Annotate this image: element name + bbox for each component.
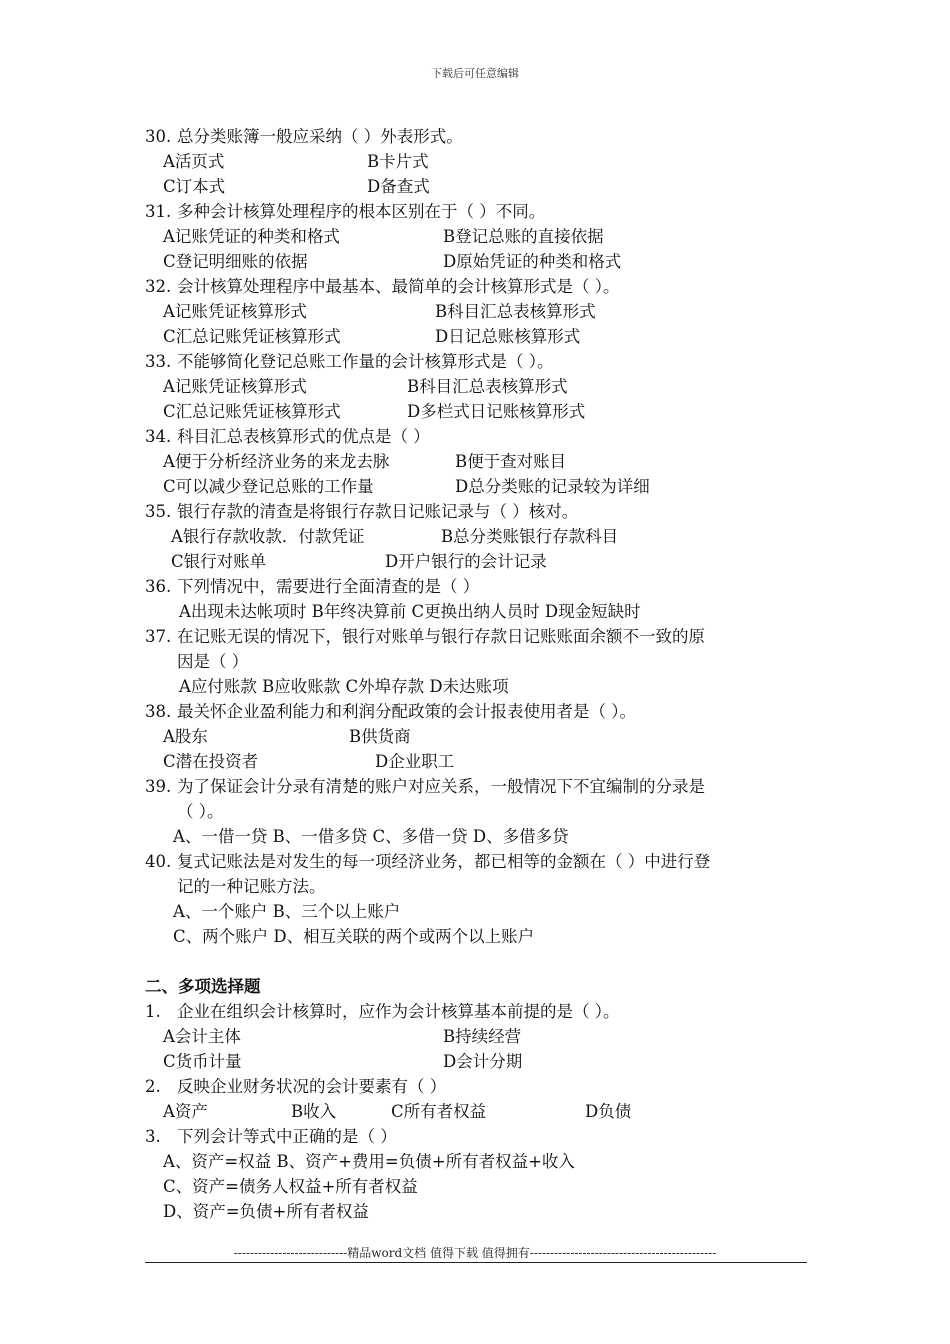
options-row <box>145 449 825 474</box>
footer-rule <box>145 1262 807 1263</box>
question-34 <box>145 424 825 449</box>
option-c: C潜在投资者 <box>163 752 259 771</box>
question-number: 32. <box>145 277 172 296</box>
option-d: D、资产=负债+所有者权益 <box>163 1202 369 1221</box>
options-row <box>145 474 825 499</box>
options-row <box>145 749 825 774</box>
option-a: A股东 <box>163 727 208 746</box>
option-a: A会计主体 <box>163 1027 241 1046</box>
option-b: B登记总账的直接依据 <box>443 227 604 246</box>
question-text: 总分类账簿一般应采纳（ ）外表形式。 <box>177 127 463 146</box>
question-text: 反映企业财务状况的会计要素有（ ） <box>177 1077 447 1096</box>
options-row <box>145 224 825 249</box>
option-b: B供货商 <box>349 727 411 746</box>
options-row <box>145 1024 825 1049</box>
options-row <box>145 1174 825 1199</box>
options-row <box>145 249 825 274</box>
option-a: A资产 <box>163 1102 208 1121</box>
options-inline: A、资产=权益 B、资产+费用=负债+所有者权益+收入 <box>163 1152 575 1171</box>
question-number: 30. <box>145 127 172 146</box>
question-37 <box>145 624 825 649</box>
question-33 <box>145 349 825 374</box>
options-row <box>145 1099 825 1124</box>
option-d: D原始凭证的种类和格式 <box>443 252 622 271</box>
question-36 <box>145 574 825 599</box>
option-a: A记账凭证核算形式 <box>163 377 307 396</box>
options-inline: A、一个账户 B、三个以上账户 <box>173 902 401 921</box>
option-b: B便于查对账目 <box>455 452 567 471</box>
options-row <box>145 299 825 324</box>
option-b: B持续经营 <box>443 1027 522 1046</box>
question-number: 35. <box>145 502 172 521</box>
multi-question-3 <box>145 1124 825 1149</box>
options-row <box>145 674 825 699</box>
question-number: 38. <box>145 702 172 721</box>
multi-question-1 <box>145 999 825 1024</box>
question-number: 39. <box>145 777 172 796</box>
question-text: 科目汇总表核算形式的优点是（ ） <box>177 427 430 446</box>
option-c: C汇总记账凭证核算形式 <box>163 327 341 346</box>
question-number: 2. <box>145 1077 161 1096</box>
option-c: C货币计量 <box>163 1052 242 1071</box>
options-row <box>145 549 825 574</box>
question-number: 31. <box>145 202 172 221</box>
options-row <box>145 824 825 849</box>
question-text: 企业在组织会计核算时，应作为会计核算基本前提的是（ ）。 <box>177 1002 620 1021</box>
options-row <box>145 899 825 924</box>
spacer <box>145 949 825 974</box>
option-b: B总分类账银行存款科目 <box>441 527 619 546</box>
question-number: 40. <box>145 852 172 871</box>
option-d: D企业职工 <box>375 752 455 771</box>
options-row <box>145 374 825 399</box>
section-title: 二、多项选择题 <box>145 977 261 996</box>
option-d: D日记总账核算形式 <box>435 327 581 346</box>
options-inline: A出现未达帐项时 B年终决算前 C更换出纳人员时 D现金短缺时 <box>179 602 641 621</box>
option-c: C所有者权益 <box>391 1102 487 1121</box>
option-c: C银行对账单 <box>171 552 267 571</box>
options-row <box>145 924 825 949</box>
options-inline: C、两个账户 D、相互关联的两个或两个以上账户 <box>173 927 535 946</box>
option-a: A便于分析经济业务的来龙去脉 <box>163 452 390 471</box>
question-number: 33. <box>145 352 172 371</box>
question-text-continued: （ ）。 <box>177 802 224 821</box>
options-inline: A、一借一贷 B、一借多贷 C、多借一贷 D、多借多贷 <box>173 827 569 846</box>
option-d: D多栏式日记账核算形式 <box>407 402 586 421</box>
question-text: 下列情况中，需要进行全面清查的是（ ） <box>177 577 480 596</box>
page-header: 下载后可任意编辑 <box>431 67 519 80</box>
question-text: 最关怀企业盈利能力和利润分配政策的会计报表使用者是（ ）。 <box>177 702 636 721</box>
question-32 <box>145 274 825 299</box>
option-d: D总分类账的记录较为详细 <box>455 477 650 496</box>
options-row <box>145 324 825 349</box>
question-text: 在记账无误的情况下，银行对账单与银行存款日记账账面余额不一致的原 <box>177 627 705 646</box>
multi-question-2 <box>145 1074 825 1099</box>
question-number: 37. <box>145 627 172 646</box>
option-c: C、资产=债务人权益+所有者权益 <box>163 1177 418 1196</box>
options-row <box>145 724 825 749</box>
question-text-continued: 记的一种记账方法。 <box>177 877 326 896</box>
question-39 <box>145 774 825 799</box>
option-b: B收入 <box>291 1102 337 1121</box>
option-c: C可以减少登记总账的工作量 <box>163 477 374 496</box>
option-d: D负债 <box>585 1102 632 1121</box>
option-d: D备查式 <box>367 177 430 196</box>
question-text: 不能够简化登记总账工作量的会计核算形式是（ ）。 <box>177 352 554 371</box>
question-35 <box>145 499 825 524</box>
question-text-continued: 因是（ ） <box>177 652 249 671</box>
option-a: A记账凭证的种类和格式 <box>163 227 340 246</box>
options-row <box>145 599 825 624</box>
options-row <box>145 149 825 174</box>
options-row <box>145 1149 825 1174</box>
question-number: 1. <box>145 1002 161 1021</box>
options-row <box>145 174 825 199</box>
options-row <box>145 524 825 549</box>
option-a: A银行存款收款．付款凭证 <box>171 527 365 546</box>
question-text: 会计核算处理程序中最基本、最简单的会计核算形式是（ ）。 <box>177 277 620 296</box>
options-inline: A应付账款 B应收账款 C外埠存款 D未达账项 <box>179 677 509 696</box>
question-30 <box>145 124 825 149</box>
question-text: 银行存款的清查是将银行存款日记账记录与（ ）核对。 <box>177 502 579 521</box>
options-row <box>145 399 825 424</box>
question-40 <box>145 849 825 874</box>
question-text: 为了保证会计分录有清楚的账户对应关系，一般情况下不宜编制的分录是 <box>177 777 705 796</box>
question-text: 多种会计核算处理程序的根本区别在于（ ）不同。 <box>177 202 546 221</box>
option-a: A活页式 <box>163 152 225 171</box>
option-c: C汇总记账凭证核算形式 <box>163 402 341 421</box>
question-31 <box>145 199 825 224</box>
question-text: 下列会计等式中正确的是（ ） <box>177 1127 397 1146</box>
question-38 <box>145 699 825 724</box>
option-b: B科目汇总表核算形式 <box>435 302 596 321</box>
option-d: D会计分期 <box>443 1052 523 1071</box>
option-b: B卡片式 <box>367 152 429 171</box>
options-row <box>145 1049 825 1074</box>
option-b: B科目汇总表核算形式 <box>407 377 568 396</box>
option-d: D开户银行的会计记录 <box>385 552 547 571</box>
question-text: 复式记账法是对发生的每一项经济业务，都已相等的金额在（ ）中进行登 <box>177 852 711 871</box>
option-a: A记账凭证核算形式 <box>163 302 307 321</box>
question-number: 36. <box>145 577 172 596</box>
option-c: C登记明细账的依据 <box>163 252 308 271</box>
question-number: 3. <box>145 1127 161 1146</box>
question-number: 34. <box>145 427 172 446</box>
options-row <box>145 1199 825 1224</box>
page-footer: ----------------------------精品word文档 值得下载 值得拥有---------------------------------------------- <box>233 1246 717 1260</box>
question-list <box>145 124 825 1224</box>
option-c: C订本式 <box>163 177 226 196</box>
